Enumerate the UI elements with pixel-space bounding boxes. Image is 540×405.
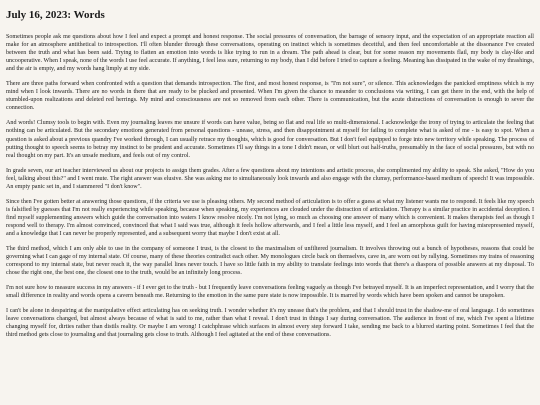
paragraph: There are three paths forward when confronted with a question that demands introspection. The first, and most honest response, is "I'm not sure", or silence. This acknowledges the panicked emptiness which is my mind when I look inwards. There are no words in there that are ready to be plucked and presented. When I'm given the chance to meander to conclusions via writing, I can get there in the end, with the help of stumbled-upon realizations and deleted red herrings. My mind and consciousness are not so removed from each other. There is communication, but the acute distractions of conversation is enough to sever the connection.: [6, 81, 534, 112]
paragraph: Since then I've gotten better at answering those questions, if the criteria we use is pleasing others. My second method of articulation is to offer a guess at what my listener wants me to respond. It feels like my speech is falsified by guesses that I'm not really experiencing while speaking, because when speaking, my experiences are clouded under the distraction of articulation. Therapy is a similar practice in accidental deception. I find myself supplementing answers which guide the conversation into waters I know resolve nicely. I'm not lying, so much as choosing one answer of many which is convenient. It makes therapists feel as though I respond well to therapy. I'm almost convinced, convinced that what I said was true, although it feels hollow afterwards, and I feel a little less myself, and I feel an amorphous guilt for having misrepresented myself, and a knowledge that I can never be properly represented, and a subsequent worry that maybe I don't exist at all.: [6, 198, 534, 237]
paragraph: And words! Clumsy tools to begin with. Even my journaling leaves me unsure if words can have value, being so flat and real life so multi-dimensional. I acknowledge the irony of trying to articulate the feeling that nothing can be articulated. But the secondary emotions generated from personal questions - unease, stress, and then disappointment at myself for failing to complete what is asked of me - is easy to spot. When a question is asked about a previous quandry I've worked through, I can usually retrace my thoughts, which is good for conversation. But I don't feel equipped to forge into new territory while speaking. The process of putting thought to speech seems to betray my instinct to be prudent and accurate. Sometimes I'll say things in a tone I didn't mean, or will blurt out half-truths, presumably in the face of social pressures, but with no real thought on my part. It's an unsafe medium, and feels out of my control.: [6, 120, 534, 159]
paragraph: In grade seven, our art teacher interviewed us about our projects to assign them grades. After a few questions about my intentions and artistic process, she complimented my ability to speak. She asked, "How do you feel, talking about this?" and I went mute. The right answer was elusive. She was asking me to simultaneously look inwards and also engage with the clumsy, performance-based medium of speech! It was impossible. An empty panic set in, and I stammered "I don't know".: [6, 167, 534, 190]
entry-title: July 16, 2023: Words: [6, 9, 105, 21]
paragraph: I can't be alone in despairing at the manipulative effect articulating has on seeking truth. I wonder whether it's my unease that's the problem, and that I should trust in the shadow-me of oral language. I do sometimes leave conversations changed, but almost always because of what is said to me, rather than what I reveal. I don't trust in things I say during conversation. The audience in front of me, which I've spent a lifetime changing myself for, dirties rather than distils reality. Or maybe I am wrong! I catchphrase which surfaces in almost every step forward I take, sending me back to a blurred starting point. Sometimes I feel that the third method gets close to journaling and that journaling gets close to truth. Although I feel agitated at the end of these conversations.: [6, 308, 534, 339]
paragraph: I'm not sure how to measure success in my answers - if I ever get to the truth - but I frequently leave conversations feeling vaguely as though I've betrayed myself. It is an imperfect representation, and I worry that the small difference in reality and words opens a cavern beneath me. Returning to the emotion in the same pure state is now impossible. It is marred by words which have been spoken and cannot be unspoken.: [6, 285, 534, 300]
paragraph: Sometimes people ask me questions about how I feel and expect a prompt and honest response. The social pressures of conversation, the barrage of sensory input, and the expectation of an appropriate reaction all make for an atmosphere antithetical to introspection. I'll often blunder through these conversations, operating on instinct which is sometimes deceitful, and then feel uncomfortable at the dissonance I've created between the truth and what has been said. Trying to flatten an emotion into words is like trying to run in a dream. The path ahead is clear, but for some reason my movements flail, my body is clay-like and uncooperative. When I speak, none of the words I use feel accurate. If anything, I feel less sure, returning to my body, than I did before I tried to capture a feeling. Meaning has dissipated in the wake of my thrashings, and the air is empty, and my words hang limply at my side.: [6, 34, 534, 73]
paragraph: The third method, which I am only able to use in the company of someone I trust, is the closest to the maximalism of unfiltered journalism. It involves throwing out a bunch of hypotheses, reasons that could be governing what I can gage of my internal state. Of course, many of these theories contradict each other. My monologues circle back on themselves, cave in, are worn out by rallying. Sometimes my trains of reasoning correspond to my internal state, but never reach it, the way parallel lines never touch. I have so little faith in my ability to translate feelings into words that there's a diaspora of possible answers at my disposal. To chose the right one, the best one, the closest one to the truth, would be an infinitely long process.: [6, 246, 534, 277]
